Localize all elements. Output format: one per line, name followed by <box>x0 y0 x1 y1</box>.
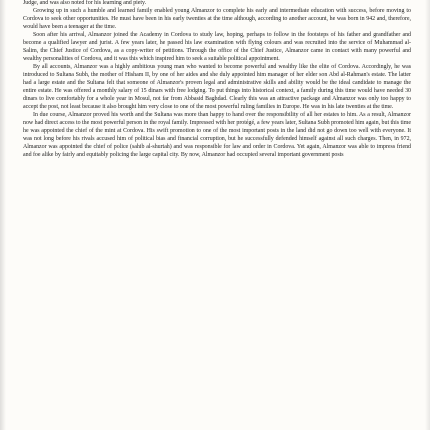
paragraph-3: Soon after his arrival, Almanzor joined the Academy in Cordova to study law, hoping, perhaps to follow in the footsteps of his father and grandfather and become a qualified lawyer and jurist. A few years later, he passed his law examination with flying colours and was recruited into the service of Muhammad al-Salim, the Chief Justice of Cordova, as a copy-writer of petitions. Through the office of the Chief Justice, Almanzor came in contact with many powerful and wealthy personalities of Cordova, and it was this which inspired him to seek a suitable political appointment. <box>23 32 411 62</box>
paragraph-4: By all accounts, Almanzor was a highly ambitious young man who wanted to become powerful and wealthy like the elite of Cordova. Accordingly, he was introduced to Sultana Subh, the mother of Hisham II, by one of her aides and she duly appointed him manager of her elder son Abd al-Rahman's estate. The latter had a large estate and the Sultana felt that someone of Almanzor's proven legal and administrative skills and ability would be the ideal candidate to manage the entire estate. He was offered a monthly salary of 15 dinars with free lodging. To put things into historical context, a family during this time would have needed 30 dinars to live comfortably for a whole year in Mosul, not far from Abbasid Baghdad. Clearly this was an attractive package and Almanzor was only too happy to accept the post, not least because it also brought him very close to one of the most powerful ruling families in Europe. He was in his late twenties at the time. <box>23 64 411 110</box>
page-gutter-shadow <box>0 0 6 430</box>
page-edge-shadow <box>425 0 430 430</box>
paragraph-5: In due course, Almanzor proved his worth and the Sultana was more than happy to hand over the responsibility of all her estates to him. As a result, Almanzor now had direct access to the most powerful person in the royal family. Impressed with her protégé, a few years later, Sultana Subh promoted him again, but this time he was appointed the chief of the mint at Cordova. His swift promotion to one of the most important posts in the land did not go down too well with everyone. It was not long before his rivals accused him of political bias and financial corruption, but he successfully defended himself against all such charges. Then, in 972, Almanzor was appointed the chief of police (sahib al-shurtah) and was responsible for law and order in Cordova. Yet again, Almanzor was able to impress friend and foe alike by fairly and equitably policing the large capital city. By now, Almanzor had occupied several important government posts <box>23 112 411 158</box>
body-text <box>23 0 411 159</box>
paragraph-2: Growing up in such a humble and learned family enabled young Almanzor to complete his early and intermediate education with success, before moving to Cordova to seek other opportunities. He must have been in his early twenties at the time although, according to another account, he was born in 942 and, therefore, would have been a teenager at the time. <box>23 8 411 30</box>
paragraph-1: Judge, and was also noted for his learning and piety. <box>23 0 147 6</box>
